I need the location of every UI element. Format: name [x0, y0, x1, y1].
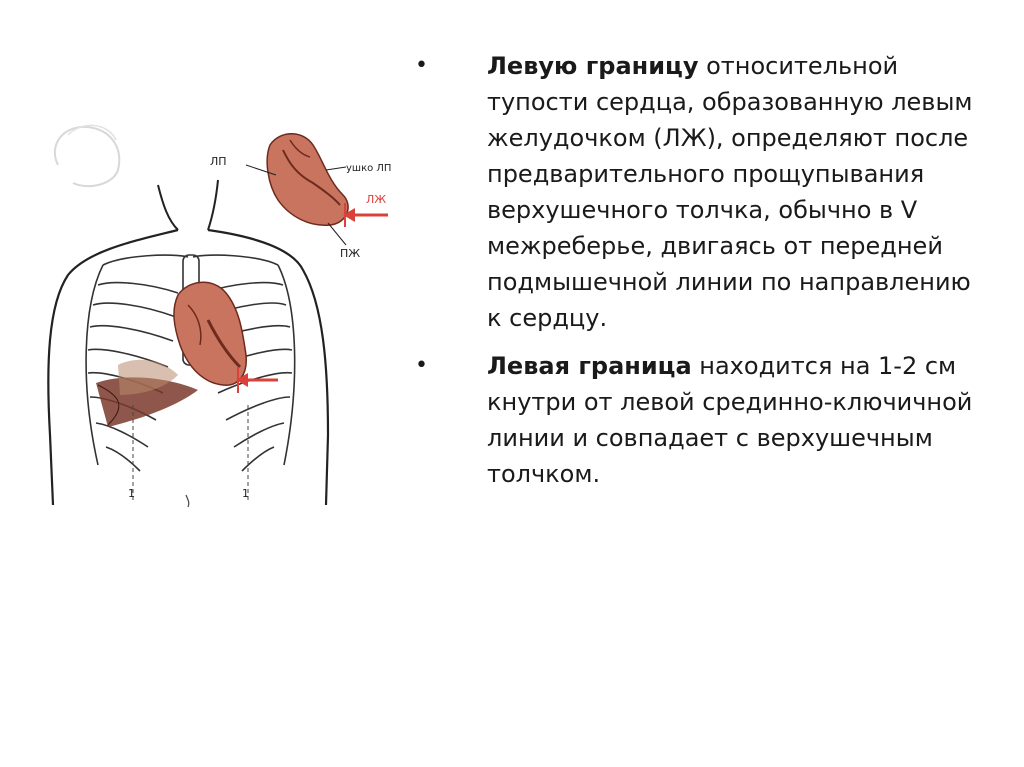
bullet-marker: • — [415, 53, 428, 78]
chest-heart-illustration — [28, 105, 408, 515]
marker-left-label: 1 — [128, 487, 135, 500]
heart-in-chest — [174, 282, 246, 385]
bullet-bold-term: Левую границу — [487, 52, 699, 80]
head-sketch — [55, 127, 119, 186]
torso-outline — [48, 230, 328, 505]
bullet-bold-term: Левая граница — [487, 352, 692, 380]
label-lp: ЛП — [210, 155, 227, 168]
bullet-body: находится на 1-2 см кнутри от левой срединно-ключичной линии и совпадает с верхушечным толчком. — [487, 352, 973, 488]
navel — [186, 495, 189, 507]
bullet-text — [487, 348, 975, 492]
bullet-item — [415, 48, 975, 336]
heart-arrow-icon — [343, 203, 388, 227]
label-ushko-lp: ушко ЛП — [346, 163, 392, 174]
bullet-marker: • — [415, 353, 428, 378]
marker-right-label: 1 — [242, 487, 249, 500]
text-block — [415, 48, 975, 504]
bullet-item — [415, 348, 975, 492]
label-lzh: ЛЖ — [366, 193, 387, 206]
bullet-text — [487, 48, 975, 336]
label-pzh: ПЖ — [340, 247, 361, 260]
neck-outline — [158, 180, 218, 230]
bullet-body: относительной тупости сердца, образованную левым желудочком (ЛЖ), определяют после предварительного прощупывания верхушечного толчка, обычно в V межреберье, двигаясь от передней подмышечной линии по направлению к сердцу. — [487, 52, 973, 332]
